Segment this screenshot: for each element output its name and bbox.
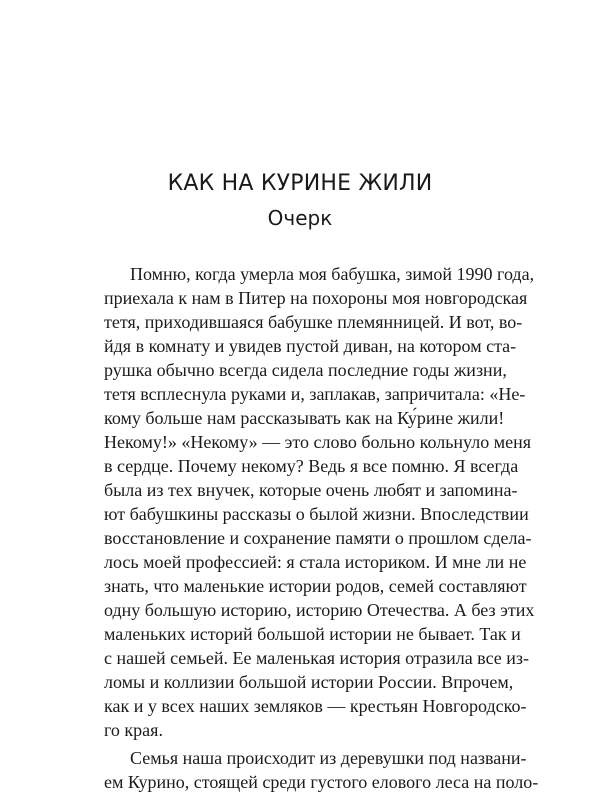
chapter-title: КАК НА КУРИНЕ ЖИЛИ <box>167 171 433 196</box>
text-line: приехала к нам в Питер на похороны моя новгородская <box>104 288 528 308</box>
text-line: в сердце. Почему некому? Ведь я все помню. Я всегда <box>104 456 519 476</box>
chapter-subtitle: Очерк <box>267 206 333 230</box>
text-line: одну большую историю, историю Отечества. А без этих <box>104 600 535 620</box>
text-line: ем Курино, стоящей среди густого елового леса на поло- <box>104 772 539 792</box>
text-line: с нашей семьей. Ее маленькая история отразила все из- <box>104 648 530 668</box>
text-line: была из тех внучек, которые очень любят и запомина- <box>104 480 518 500</box>
text-line: лось моей профессией: я стала историком. И мне ли не <box>104 552 527 572</box>
text-line: маленьких историй большой истории не бывает. Так и <box>104 624 521 644</box>
text-line: тетя, приходившаяся бабушке племянницей. И вот, во- <box>104 312 523 332</box>
text-line: кому больше нам рассказывать как на Ку́рине жили! <box>104 408 505 428</box>
text-line: Помню, когда умерла моя бабушка, зимой 1990 года, <box>130 264 535 284</box>
body-text <box>104 262 539 794</box>
text-line: восстановление и сохранение памяти о прошлом сдела- <box>104 528 532 548</box>
text-line: ют бабушкины рассказы о былой жизни. Впоследствии <box>104 504 529 524</box>
text-line: как и у всех наших земляков — крестьян Новгородско- <box>104 696 527 716</box>
text-line: тетя всплеснула руками и, заплакав, запричитала: «Не- <box>104 384 526 404</box>
text-line: го края. <box>104 720 163 740</box>
text-line: ломы и коллизии большой истории России. Впрочем, <box>104 672 514 692</box>
text-line: Некому!» «Некому» — это слово больно кольнуло меня <box>104 432 532 452</box>
text-line: знать, что маленькие истории родов, семей составляют <box>104 576 527 596</box>
text-line: йдя в комнату и увидев пустой диван, на котором ста- <box>104 336 517 356</box>
text-line: Семья наша происходит из деревушки под названи- <box>130 748 527 768</box>
text-line: рушка обычно всегда сидела последние годы жизни, <box>104 360 507 380</box>
